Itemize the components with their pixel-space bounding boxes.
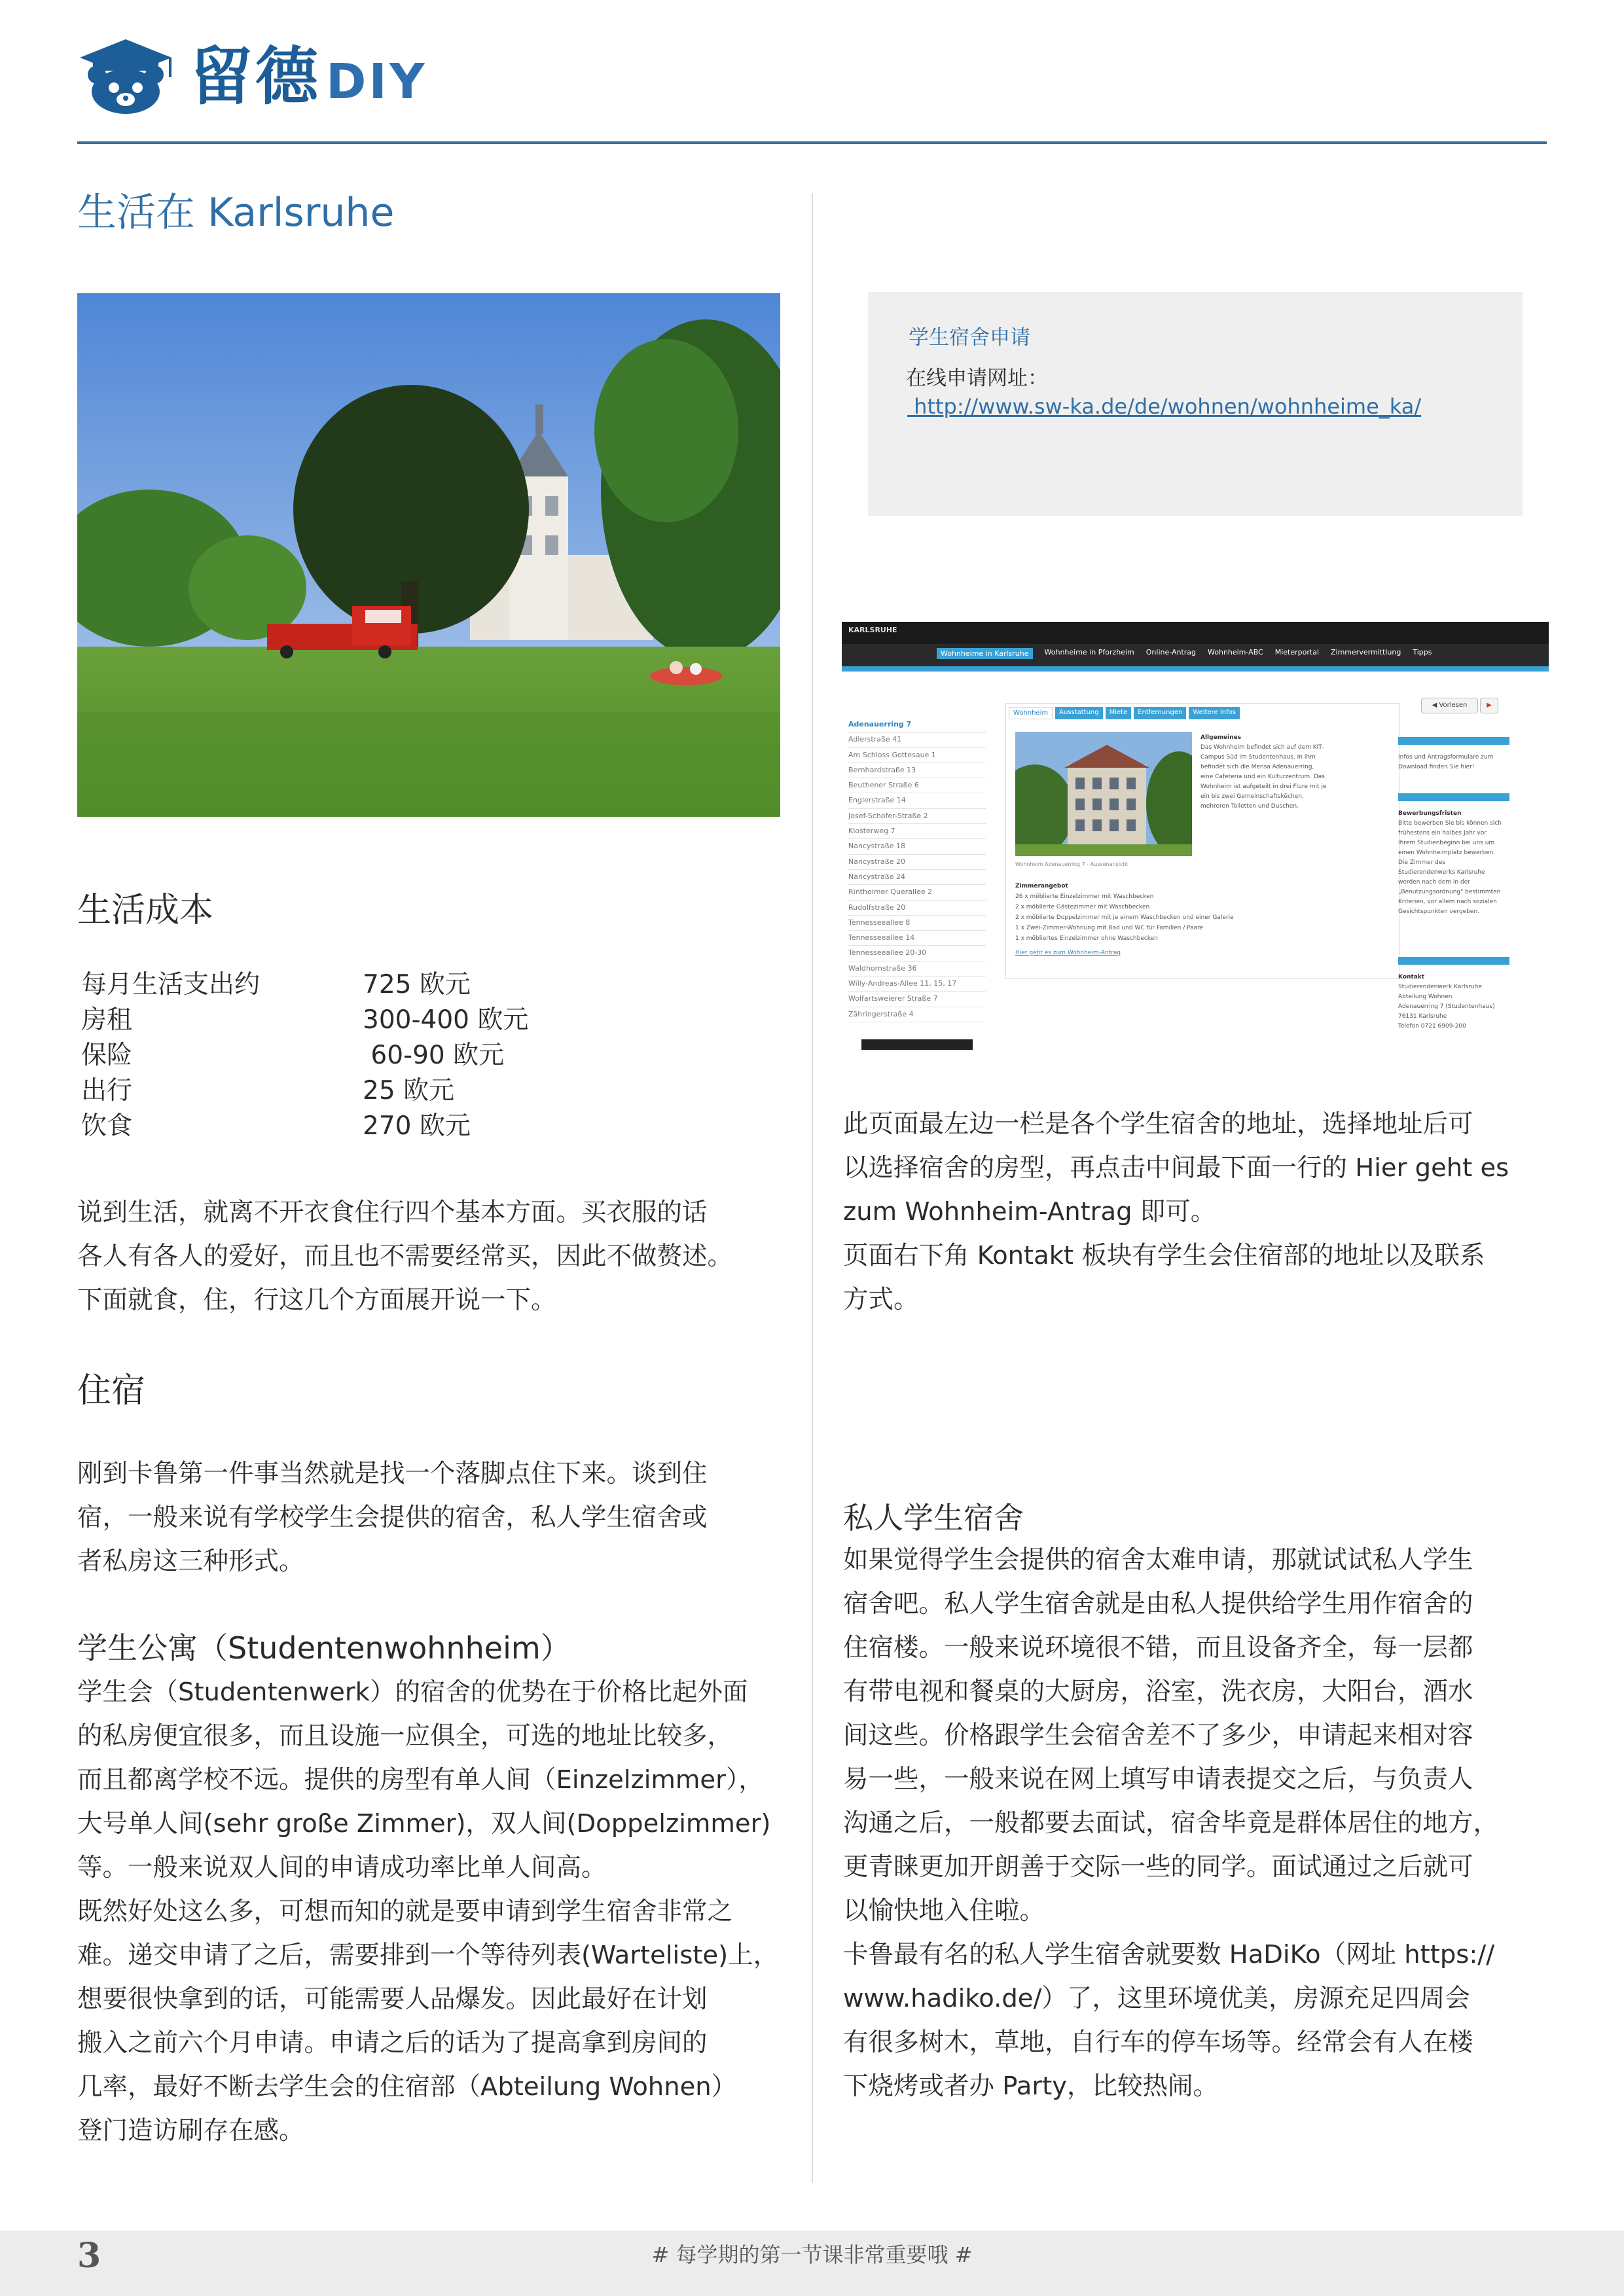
address-item[interactable]: Zähringerstraße 4 (848, 1007, 986, 1022)
site-footer-bar (861, 1039, 973, 1050)
text-line: 者私房这三种形式。 (77, 1547, 304, 1576)
site-tab[interactable]: Tipps (1413, 648, 1432, 656)
text-line: eine Cafeteria und ein Kulturzentrum. Das (1200, 774, 1325, 780)
cost-value: 25 欧元 (363, 1076, 455, 1105)
logo-text (190, 41, 427, 118)
text-line: 26 x möblierte Einzelzimmer mit Waschbecken (1015, 893, 1154, 900)
text-line: 1 x möbliertes Einzelzimmer ohne Waschbecken (1015, 935, 1158, 942)
cost-row (81, 1003, 528, 1038)
text-line: 学生会（Studentenwerk）的宿舍的优势在于价格比起外面 (77, 1677, 748, 1707)
housing-heading: 住宿 (77, 1371, 146, 1410)
subtab[interactable]: Ausstattung (1055, 707, 1103, 719)
address-item[interactable]: Beuthener Straße 6 (848, 778, 986, 793)
text-line: 刚到卡鲁第一件事当然就是找一个落脚点住下来。谈到住 (77, 1459, 708, 1488)
text-line: 的私房便宜很多，而且设施一应俱全，可选的地址比较多， (77, 1721, 733, 1751)
rooms-heading: Zimmerangebot (1015, 883, 1068, 889)
antrag-link[interactable]: Hier geht es zum Wohnheim-Antrag (1015, 950, 1121, 956)
text-line: Wohnheim ist aufgeteilt in drei Flure mit je (1200, 783, 1327, 790)
site-tab[interactable]: Zimmervermittlung (1331, 648, 1401, 656)
address-item[interactable]: Bernhardstraße 13 (848, 763, 986, 778)
read-aloud-button[interactable] (1421, 698, 1478, 713)
subtab[interactable]: Wohnheim (1009, 707, 1053, 719)
cost-value: 725 欧元 (363, 970, 471, 999)
site-tab[interactable]: Wohnheime in Pforzheim (1044, 648, 1134, 656)
address-item[interactable]: Josef-Schofer-Straße 2 (848, 809, 986, 824)
cost-value: 60-90 欧元 (363, 1041, 505, 1070)
text-line: 想要很快拿到的话，可能需要人品爆发。因此最好在计划 (77, 1984, 708, 2014)
deadline-heading: Bewerbungsfristen (1398, 810, 1462, 817)
logo-chinese: 留德 (190, 40, 321, 113)
content-subtabs (1009, 707, 1240, 719)
text-line: Bitte bewerben Sie bis können sich (1398, 820, 1502, 827)
text-line: 搬入之前六个月申请。申请之后的话为了提高拿到房间的 (77, 2028, 708, 2058)
text-line: Kriterien, vor allem nach sozialen (1398, 899, 1497, 905)
site-nav-accent (842, 666, 1549, 672)
address-item[interactable]: Nancystraße 20 (848, 855, 986, 870)
text-line: frühestens ein halbes Jahr vor (1398, 830, 1487, 836)
sidebar-bar (1398, 793, 1509, 801)
cost-table (81, 967, 528, 1144)
karlsruhe-palace-photo (77, 293, 780, 817)
subtab[interactable]: Weitere Infos (1189, 707, 1240, 719)
text-line: 间这些。价格跟学生会宿舍差不了多少，申请起来相对容 (843, 1721, 1473, 1750)
cost-label: 饮食 (81, 1111, 133, 1141)
text-line: 各人有各人的爱好，而且也不需要经常买，因此不做赘述。 (77, 1242, 733, 1271)
address-item[interactable]: Tennesseeallee 20-30 (848, 946, 986, 961)
private-dorm-paragraph (843, 1538, 1498, 2108)
address-item[interactable]: Klosterweg 7 (848, 824, 986, 839)
subtab[interactable]: Entfernungen (1134, 707, 1186, 719)
text-line: 卡鲁最有名的私人学生宿舍就要数 HaDiKo（网址 https:// (843, 1940, 1495, 1969)
address-item[interactable]: Tennesseeallee 14 (848, 931, 986, 946)
cost-paragraph (77, 1191, 732, 1322)
text-line: 页面右下角 Kontakt 板块有学生会住宿部的地址以及联系 (843, 1241, 1485, 1270)
text-line: Das Wohnheim befindet sich auf dem KIT- (1200, 744, 1324, 751)
text-line: 76131 Karlsruhe (1398, 1013, 1447, 1020)
rooms-info (1015, 881, 1234, 958)
subtab[interactable]: Miete (1106, 707, 1132, 719)
page-number: 3 (77, 2236, 101, 2276)
cost-value: 270 欧元 (363, 1111, 471, 1141)
page-title: 生活在 Karlsruhe (77, 190, 395, 236)
dorm-building-photo (1015, 732, 1192, 856)
address-item[interactable]: Rudolfstraße 20 (848, 901, 986, 916)
text-line: einen Wohnheimplatz bewerben. (1398, 850, 1496, 856)
text-line: 2 x möblierte Doppelzimmer mit je einem Waschbecken und einer Galerie (1015, 914, 1234, 921)
address-item[interactable]: Wolfartsweierer Straße 7 (848, 992, 986, 1007)
text-line: Download finden Sie hier! (1398, 764, 1475, 770)
text-line: 而且都离学校不远。提供的房型有单人间（Einzelzimmer）， (77, 1765, 764, 1795)
text-line: 易一些，一般来说在网上填写申请表提交之后，与负责人 (843, 1765, 1473, 1794)
site-tab[interactable]: Online-Antrag (1146, 648, 1197, 656)
general-heading: Allgemeines (1200, 734, 1242, 741)
housing-paragraph (77, 1452, 708, 1583)
address-list (848, 717, 986, 1022)
read-aloud-label: Vorlesen (1439, 702, 1468, 709)
dorm-application-link[interactable]: http://www.sw-ka.de/de/wohnen/wohnheime_ka/ (907, 394, 1422, 419)
text-line: 1 x Zwei-Zimmer-Wohnung mit Bad und WC für Familien / Paare (1015, 925, 1204, 931)
site-tab[interactable]: Wohnheim-ABC (1208, 648, 1263, 656)
text-line: zum Wohnheim-Antrag 即可。 (843, 1197, 1216, 1227)
text-line: 宿，一般来说有学校学生会提供的宿舍，私人学生宿舍或 (77, 1503, 708, 1532)
text-line: mehreren Toiletten und Duschen. (1200, 803, 1299, 810)
cost-label: 保险 (81, 1041, 133, 1070)
sidebar-bar (1398, 957, 1509, 965)
site-brand: KARLSRUHE (848, 626, 897, 634)
screenshot-explanation (843, 1102, 1509, 1321)
photo-caption: Wohnheim Adenauerring 7 - Aussenansicht (1015, 861, 1128, 867)
footer-note: # 每学期的第一节课非常重要哦 # (651, 2242, 973, 2267)
text-line: 有带电视和餐桌的大厨房，浴室，洗衣房，大阳台，酒水 (843, 1677, 1473, 1706)
text-line: Studierendenwerks Karlsruhe (1398, 869, 1485, 876)
student-dorm-paragraph (77, 1670, 778, 2153)
text-line: 如果觉得学生会提供的宿舍太难申请，那就试试私人学生 (843, 1545, 1473, 1575)
cost-row (81, 967, 528, 1003)
text-line: 大号单人间(sehr große Zimmer)，双人间(Doppelzimmer) (77, 1809, 771, 1839)
cost-label: 出行 (81, 1076, 133, 1105)
site-topbar (842, 622, 1549, 644)
text-line: 既然好处这么多，可想而知的就是要申请到学生宿舍非常之 (77, 1897, 733, 1926)
text-line: Abteilung Wohnen (1398, 994, 1453, 1000)
address-item[interactable]: Rintheimer Querallee 2 (848, 885, 986, 900)
site-tab[interactable]: Wohnheime in Karlsruhe (937, 648, 1033, 659)
private-dorm-heading: 私人学生宿舍 (843, 1500, 1024, 1535)
student-dorm-heading: 学生公寓（Studentenwohnheim） (77, 1630, 571, 1666)
address-item[interactable]: Nancystraße 18 (848, 839, 986, 854)
address-item[interactable]: Nancystraße 24 (848, 870, 986, 885)
dorm-box-title: 学生宿舍申请 (909, 326, 1030, 350)
cost-label: 每月生活支出约 (81, 970, 261, 999)
header-rule (77, 141, 1547, 144)
text-line: Telefon 0721 6909-200 (1398, 1023, 1466, 1030)
text-line: 有很多树木，草地，自行车的停车场等。经常会有人在楼 (843, 2028, 1473, 2057)
text-line: 几率，最好不断去学生会的住宿部（Abteilung Wohnen） (77, 2072, 737, 2102)
text-line: 难。递交申请了之后，需要排到一个等待列表(Warteliste)上， (77, 1941, 779, 1970)
text-line: befindet sich die Mensa Adenauerring, (1200, 764, 1314, 770)
address-item[interactable]: Waldhornstraße 36 (848, 961, 986, 977)
text-line: 宿舍吧。私人学生宿舍就是由私人提供给学生用作宿舍的 (843, 1589, 1473, 1619)
text-line: 以选择宿舍的房型，再点击中间最下面一行的 Hier geht es (843, 1153, 1509, 1183)
text-line: 说到生活，就离不开衣食住行四个基本方面。买衣服的话 (77, 1198, 708, 1227)
play-button[interactable] (1480, 698, 1498, 713)
text-line: 此页面最左边一栏是各个学生宿舍的地址，选择地址后可 (843, 1109, 1473, 1139)
text-line: 登门造访刷存在感。 (77, 2116, 304, 2145)
text-line: ein bis zwei Gemeinschaftsküchen, (1200, 793, 1304, 800)
text-line: Campus Süd im Studentenhaus. In ihm (1200, 754, 1316, 761)
text-line: 方式。 (843, 1285, 919, 1314)
text-line: Studierendenwerk Karlsruhe (1398, 984, 1482, 990)
contact-info (1398, 973, 1495, 1031)
text-line: 等。一般来说双人间的申请成功率比单人间高。 (77, 1853, 607, 1882)
address-item[interactable]: Tennesseeallee 8 (848, 916, 986, 931)
address-item[interactable]: Willy-Andreas-Allee 11, 15, 17 (848, 977, 986, 992)
column-divider (812, 193, 813, 2183)
address-item[interactable]: Englerstraße 14 (848, 793, 986, 808)
bear-logo-icon (73, 34, 178, 119)
play-icon: ▶ (1487, 702, 1492, 709)
text-line: „Benutzungsordnung" bestimmten (1398, 889, 1501, 895)
cost-value: 300-400 欧元 (363, 1005, 529, 1035)
logo-diy: DIY (326, 54, 427, 110)
address-item[interactable]: Adlerstraße 41 (848, 732, 986, 747)
download-info (1398, 753, 1493, 772)
contact-heading: Kontakt (1398, 974, 1425, 980)
deadline-info (1398, 809, 1502, 917)
text-line: Adenauerring 7 (Studentenhaus) (1398, 1003, 1495, 1010)
text-line: 更青睐更加开朗善于交际一些的同学。面试通过之后就可 (843, 1852, 1473, 1882)
text-line: 沟通之后，一般都要去面试，宿舍毕竟是群体居住的地方， (843, 1808, 1499, 1838)
site-tabs (937, 648, 1432, 659)
text-line: Ihrem Studienbeginn bei uns um (1398, 840, 1495, 846)
general-info (1200, 733, 1327, 812)
text-line: 以愉快地入住啦。 (843, 1896, 1045, 1926)
address-list-title[interactable]: Adenauerring 7 (848, 717, 986, 732)
cost-heading: 生活成本 (77, 891, 214, 930)
dorm-box-label: 在线申请网址： (906, 367, 1048, 390)
text-line: Gesichtspunkten vergeben. (1398, 908, 1480, 915)
text-line: Infos und Antragsformulare zum (1398, 754, 1494, 761)
cost-row (81, 1038, 528, 1073)
site-tab[interactable]: Mieterportal (1274, 648, 1319, 656)
sidebar-bar (1398, 737, 1509, 745)
text-line: 2 x möblierte Gästezimmer mit Waschbecken (1015, 904, 1150, 910)
address-item[interactable]: Am Schloss Gottesaue 1 (848, 748, 986, 763)
speaker-icon: ◀ (1432, 702, 1437, 709)
text-line: Die Zimmer des (1398, 859, 1446, 866)
text-line: www.hadiko.de/）了，这里环境优美，房源充足四周会 (843, 1984, 1470, 2013)
text-line: 住宿楼。一般来说环境很不错，而且设备齐全，每一层都 (843, 1633, 1473, 1662)
text-line: 下面就食，住，行这几个方面展开说一下。 (77, 1285, 556, 1315)
cost-row (81, 1109, 528, 1144)
text-line: werden nach dem in der (1398, 879, 1470, 886)
cost-row (81, 1073, 528, 1109)
website-screenshot (842, 622, 1549, 1051)
cost-label: 房租 (81, 1005, 133, 1035)
text-line: 下烧烤或者办 Party，比较热闹。 (843, 2072, 1219, 2101)
